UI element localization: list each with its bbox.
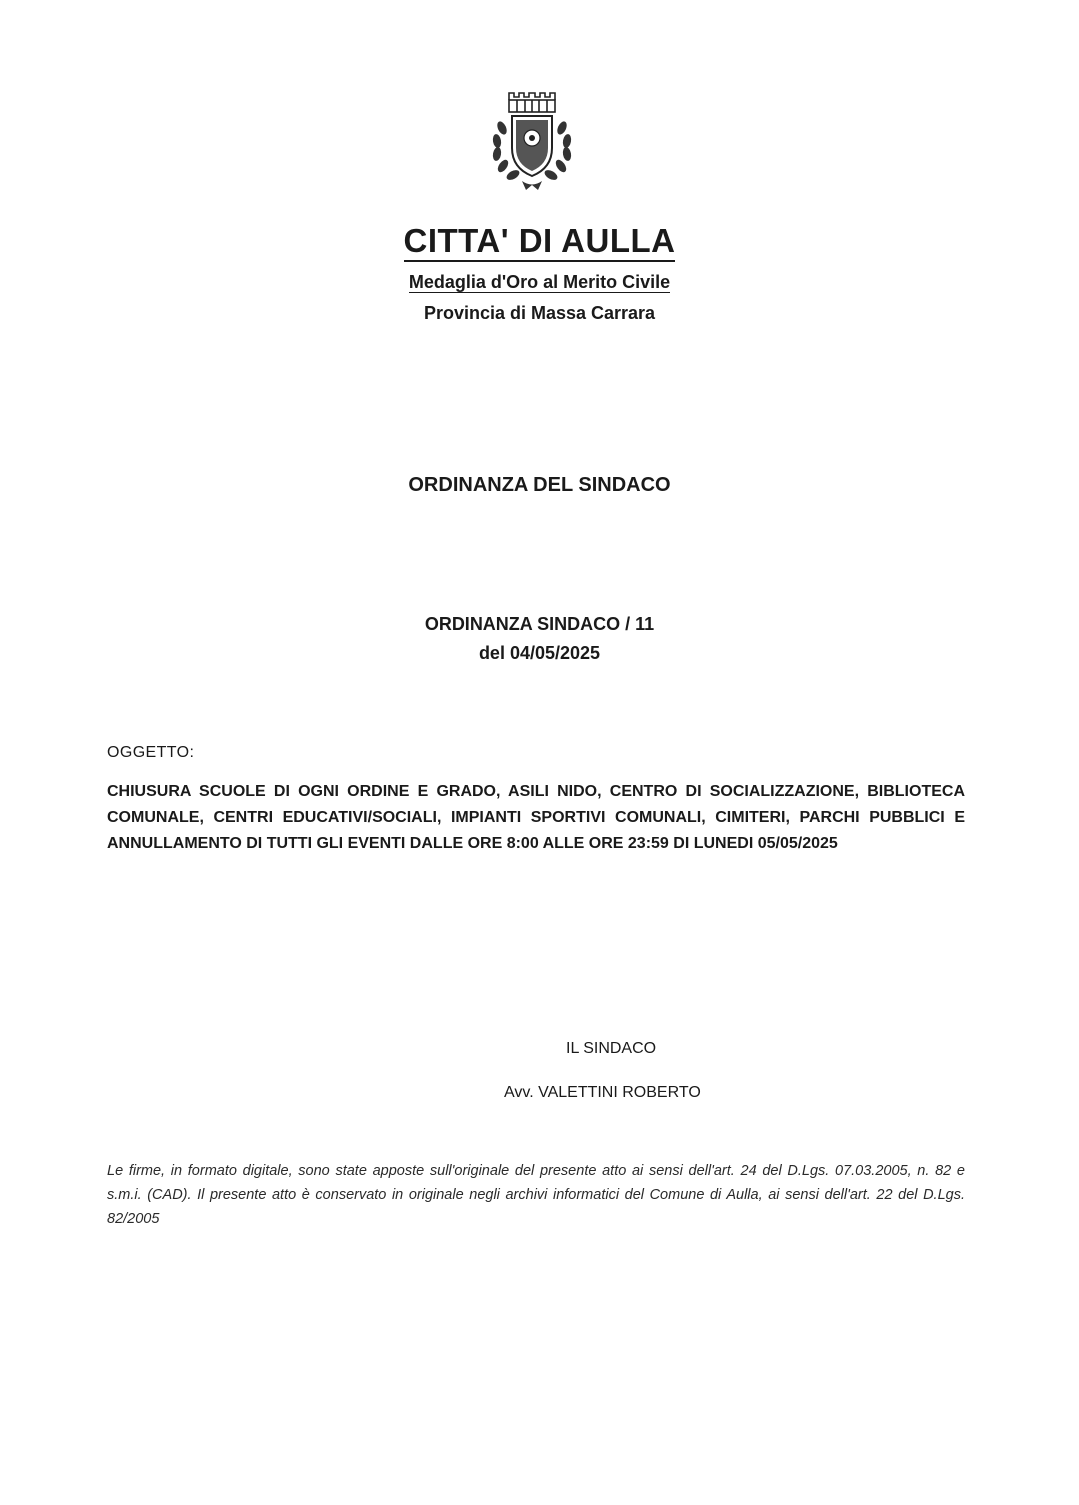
signer-name: Avv. VALETTINI ROBERTO	[504, 1084, 701, 1101]
ordinance-number: ORDINANZA SINDACO / 11	[424, 614, 655, 634]
subject-text: CHIUSURA SCUOLE DI OGNI ORDINE E GRADO, ASILI NIDO, CENTRO DI SOCIALIZZAZIONE, BIBLIOTECA COMUNALE, CENTRI EDUCATIVI/SOCIALI, IMPIANTI SPORTIVI COMUNALI, CIMITERI, PARCHI PUBBLICI E ANNULLAMENTO DI TUTTI GLI EVENTI DALLE ORE 8:00 ALLE ORE 23:59 DI LUNEDI 05/05/2025	[107, 783, 965, 852]
province-line: Provincia di Massa Carrara	[423, 303, 656, 323]
subject-label: OGGETTO:	[107, 744, 195, 761]
city-name	[0, 222, 1079, 260]
digital-signature-note: Le firme, in formato digitale, sono state apposte sull'originale del presente atto ai sensi dell'art. 24 del D.Lgs. 07.03.2005, n. 82 e s.m.i. (CAD). Il presente atto è conservato in originale negli archivi informatici del Comune di Aulla, ai sensi dell'art. 22 del D.Lgs. 82/2005	[107, 1163, 965, 1227]
city-name-text: CITTA' DI AULLA	[404, 222, 676, 262]
municipal-crest-icon	[482, 86, 582, 194]
medal-line	[0, 272, 1079, 293]
medal-text: Medaglia d'Oro al Merito Civile	[408, 272, 671, 292]
signer-role: IL SINDACO	[566, 1040, 657, 1057]
ordinance-date: del 04/05/2025	[478, 643, 601, 663]
document-type-title: ORDINANZA DEL SINDACO	[408, 474, 671, 496]
